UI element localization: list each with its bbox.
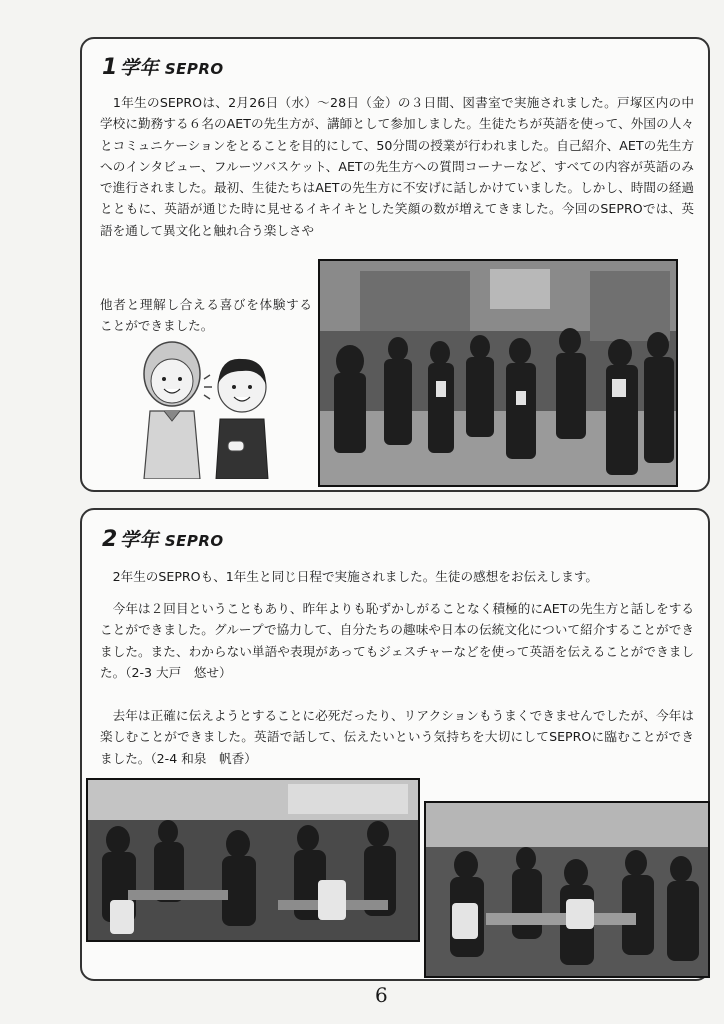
section-1-heading-latin: SEPRO	[164, 60, 224, 78]
section-1-paragraph: 1年生のSEPROは、2月26日（水）～28日（金）の３日間、図書室で実施されました。戸塚区内の中学校に勤務する６名のAETの先生方が、講師として参加しました。生徒たちが英語を使って、外国の人々とコミュニケーションをとることを目的にして、50分間の授業が行われました。自己紹介、AETの先生方へのインタビュー、フルーツバスケット、AETの先生方への質問コーナーなど、すべての内容が英語のみで進行されました。最初、生徒たちはAETの先生方に不安げに話しかけていました。しかし、時間の経過とともに、英語が通じた時に見せるイキイキとした笑顔の数が増えてきました。今回のSEPROでは、英語を通して異文化と触れ合う楽しさや	[100, 95, 694, 238]
page-number: 6	[375, 983, 388, 1007]
section-1-heading	[102, 53, 224, 80]
library-photo	[318, 259, 678, 487]
section-2-heading-text: 学年	[119, 529, 159, 551]
students-talking-illustration	[130, 329, 280, 479]
section-2-heading-latin: SEPRO	[164, 532, 224, 550]
classroom-photo-right	[424, 801, 710, 978]
student-comment-1: 今年は２回目ということもあり、昨年よりも恥ずかしがることなく積極的にAETの先生方と話しをすることができました。グループで協力して、自分たちの趣味や日本の伝統文化について紹介することができました。また、わからない単語や表現があってもジェスチャーなどを使って英語を伝えることができました。（2-3 大戸 悠せ）	[100, 601, 694, 680]
section-1-heading-text: 学年	[119, 57, 159, 79]
classroom-photo-left	[86, 778, 420, 942]
section-1-heading-number: 1	[102, 55, 118, 80]
section-2-intro: 2年生のSEPROも、1年生と同じ日程で実施されました。生徒の感想をお伝えします。	[100, 569, 599, 584]
section-1-frame	[80, 37, 710, 492]
section-1-paragraph-tail: 他者と理解し合える喜びを体験することができました。	[100, 297, 312, 334]
section-2-frame	[80, 508, 710, 981]
student-comment-2: 去年は正確に伝えようとすることに必死だったり、リアクションもうまくできませんでしたが、今年は楽しむことができました。英語で話して、伝えたいという気持ちを大切にしてSEPROに臨むことができました。（2-4 和泉 帆香）	[100, 708, 694, 766]
section-2-heading-number: 2	[102, 527, 118, 552]
section-2-heading	[102, 525, 224, 552]
